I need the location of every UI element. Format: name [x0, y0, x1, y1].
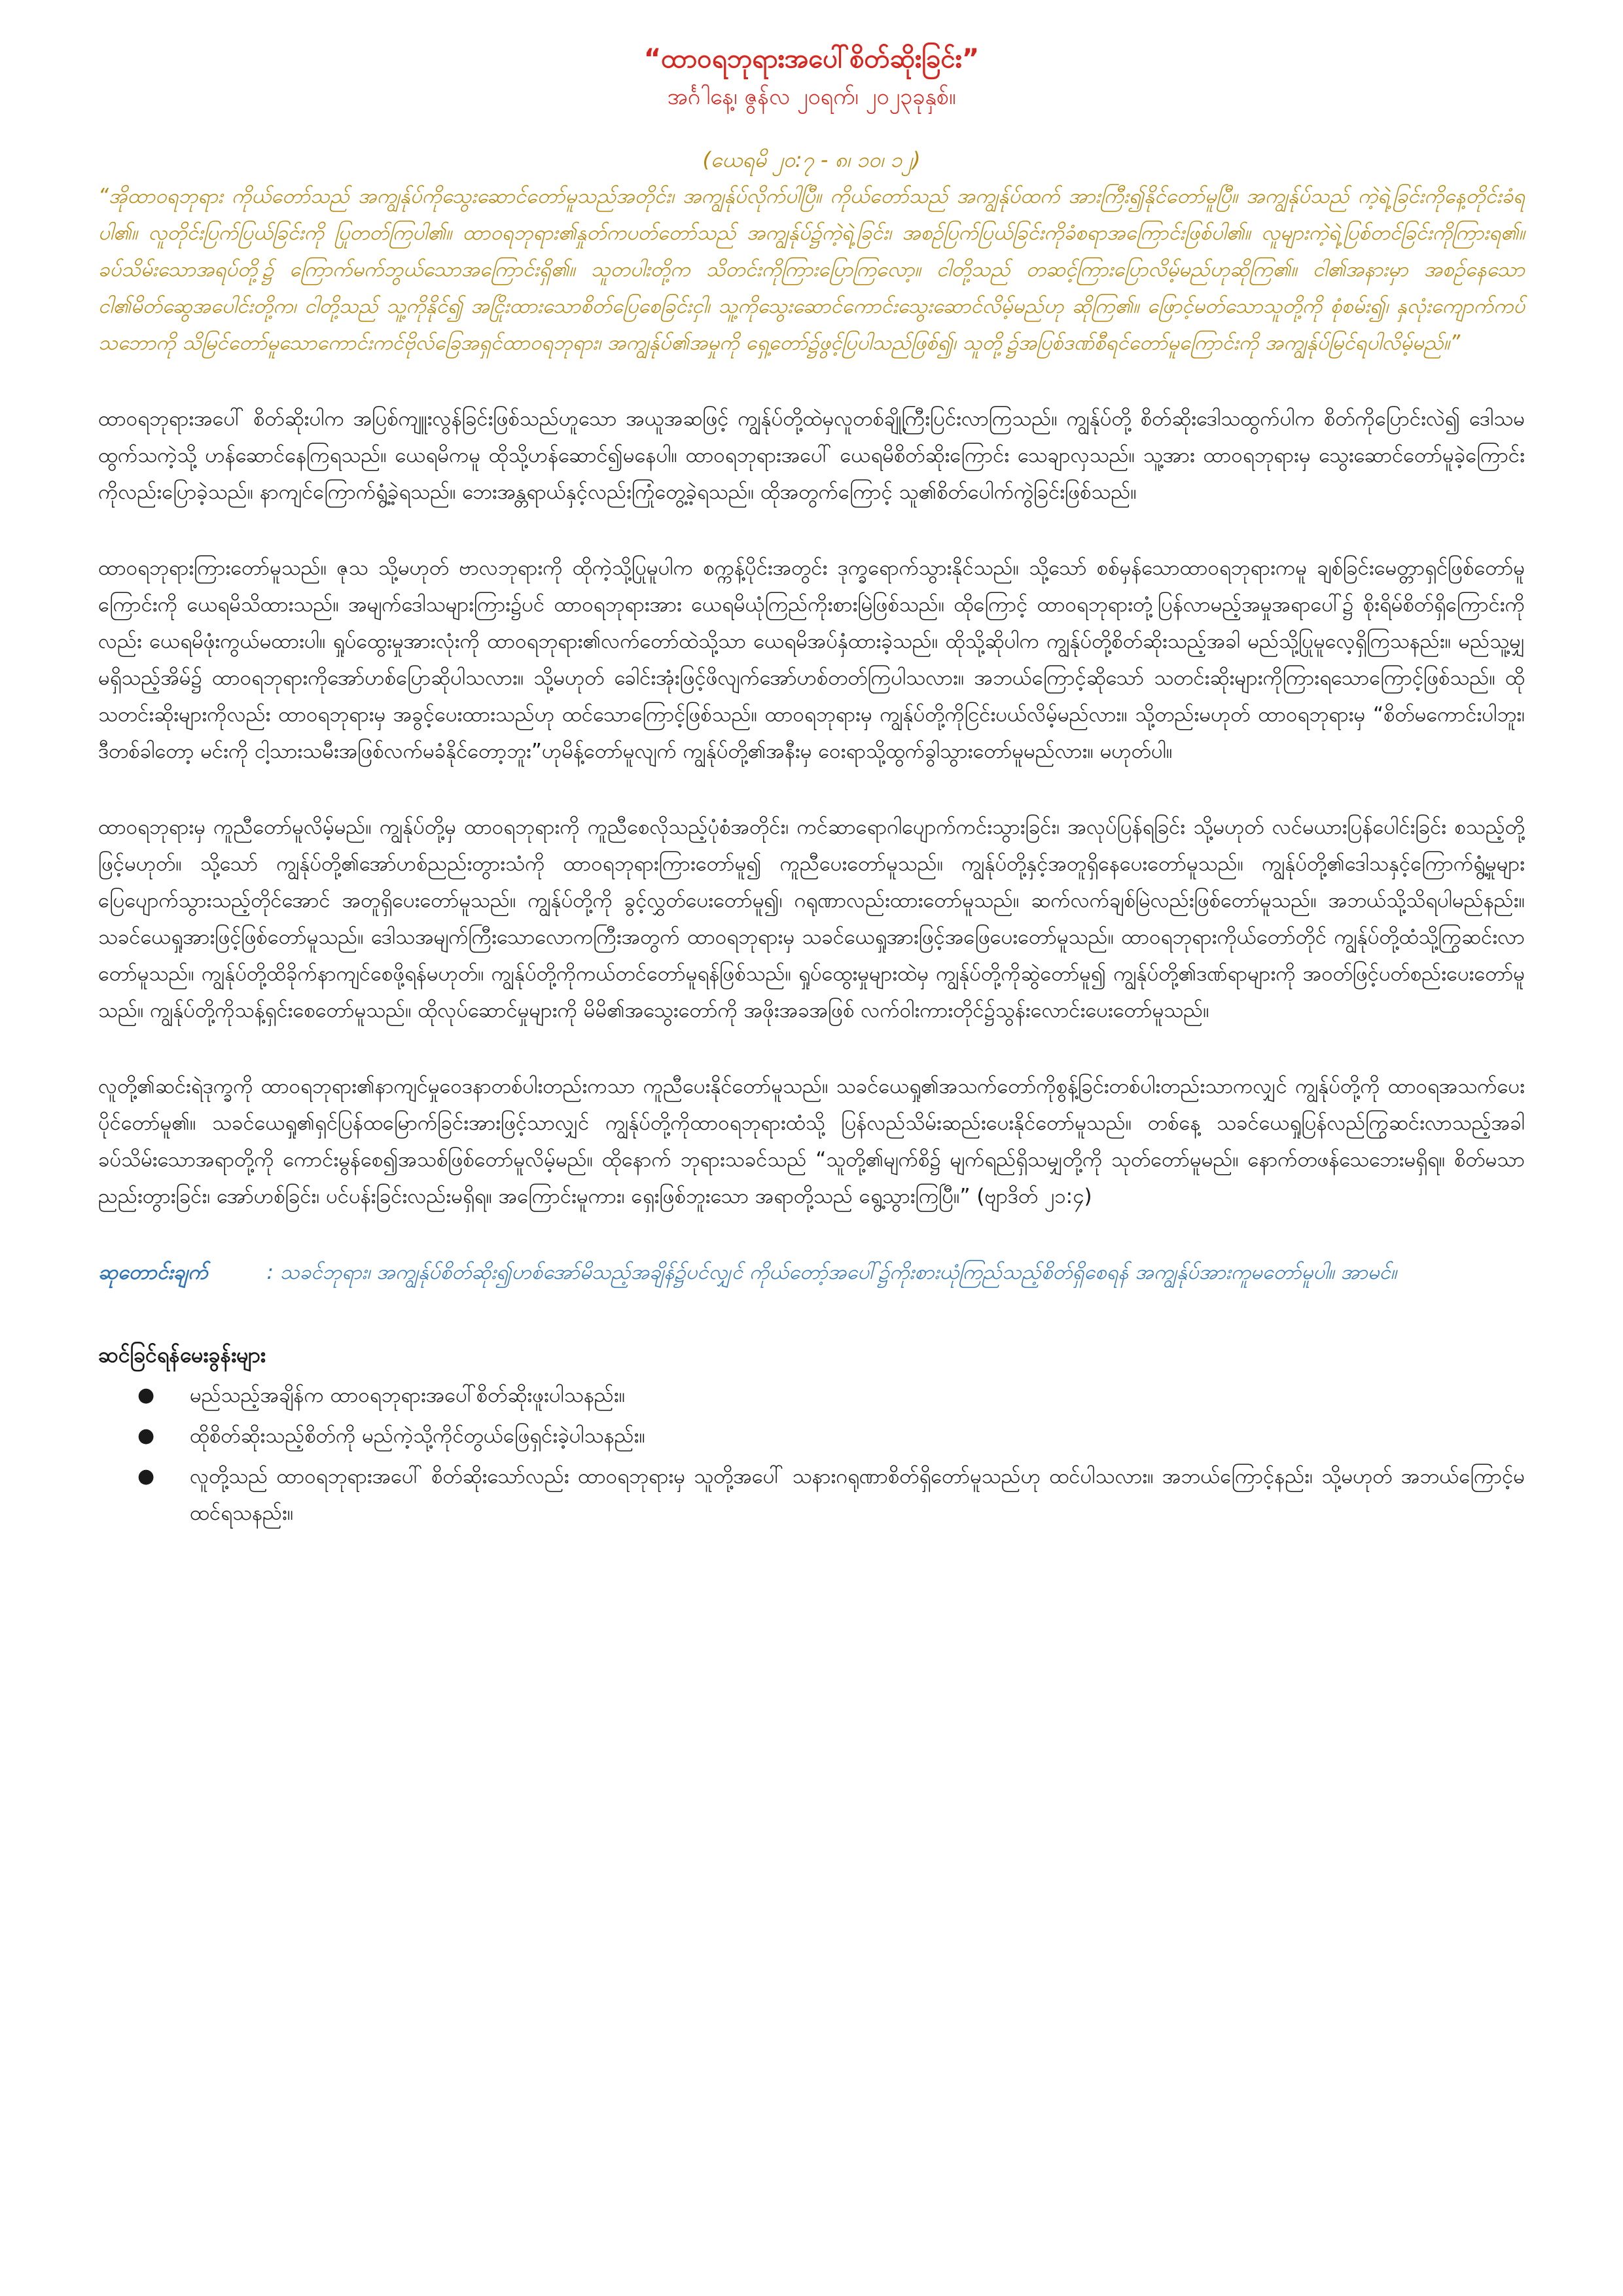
question-item [137, 1418, 1525, 1454]
question-item [137, 1377, 1525, 1414]
body-paragraph-4: လူတို့၏ဆင်းရဲဒုက္ခကို ထာဝရဘုရား၏နာကျင်မှုဝေဒနာတစ်ပါးတည်းကသာ ကူညီပေးနိုင်တော်မူသည်။ သခင်ယေရှု၏အသက်တော်ကိုစွန့်ခြင်းတစ်ပါးတည်းသာကလျှင် ကျွန်ုပ်တို့ကို ထာဝရအသက်ပေးပိုင်တော်မူ၏။ သခင်ယေရှု၏ရှင်ပြန်ထမြောက်ခြင်းအားဖြင့်သာလျှင် ကျွန်ုပ်တို့ကိုထာဝရဘုရားထံသို့ ပြန်လည်သိမ်းဆည်းပေးနိုင်တော်မူသည်။ တစ်နေ့ သခင်ယေရှုပြန်လည်ကြွဆင်းလာသည့်အခါ ခပ်သိမ်းသောအရာတို့ကို ကောင်းမွန်စေ၍အသစ်ဖြစ်တော်မူလိမ့်မည်။ ထိုနောက် ဘုရားသခင်သည် “သူတို့၏မျက်စိ၌ မျက်ရည်ရှိသမျှတို့ကို သုတ်တော်မူမည်။ နောက်တဖန်သေဘေးမရှိရ။ စိတ်မသာညည်းတွားခြင်း၊ အော်ဟစ်ခြင်း၊ ပင်ပန်းခြင်းလည်းမရှိရ။ အကြောင်းမူကား၊ ရှေးဖြစ်ဘူးသော အရာတို့သည် ရွေ့သွားကြပြီ။” (ဗျာဒိတ် ၂၁:၄) [98, 1075, 1525, 1208]
date-line: အင်္ဂါနေ့၊ ဇွန်လ ၂၀ရက်၊ ၂၀၂၃ခုနှစ်။ [667, 84, 956, 110]
body-paragraph-1: ထာဝရဘုရားအပေါ် စိတ်ဆိုးပါက အပြစ်ကျူးလွန်ခြင်းဖြစ်သည်ဟူသော အယူအဆဖြင့် ကျွန်ုပ်တို့ထဲမှလူတစ်ချို့ကြီးပြင်းလာကြသည်။ ကျွန်ုပ်တို့ စိတ်ဆိုးဒေါသထွက်ပါက စိတ်ကိုပြောင်းလဲ၍ ဒေါသမထွက်သကဲ့သို့ ဟန်ဆောင်နေကြရသည်။ ယေရမိကမူ ထိုသို့ဟန်ဆောင်၍မနေပါ။ ထာဝရဘုရားအပေါ် ယေရမိစိတ်ဆိုးကြောင်း သေချာလှသည်။ သူ့အား ထာဝရဘုရားမှ သွေးဆောင်တော်မူခဲ့ကြောင်းကိုလည်းပြောခဲ့သည်။ နာကျင်ကြောက်ရွံ့ခဲ့ရသည်။ ဘေးအန္တရာယ်နှင့်လည်းကြုံတွေ့ခဲ့ရသည်။ ထိုအတွက်ကြောင့် သူ၏စိတ်ပေါက်ကွဲခြင်းဖြစ်သည်။ [98, 407, 1525, 504]
bullet-icon: ● [137, 1465, 155, 1488]
question-item [137, 1458, 1525, 1532]
question-text: မည်သည့်အချိန်က ထာဝရဘုရားအပေါ်စိတ်ဆိုးဖူးပါသနည်း။ [190, 1384, 626, 1407]
prayer-block [98, 1254, 1525, 1291]
prayer-label: ဆုတောင်းချက် [98, 1261, 208, 1284]
body-paragraph-2: ထာဝရဘုရားကြားတော်မူသည်။ ဇုသ သို့မဟုတ် ဗာလဘုရားကို ထိုကဲ့သို့ပြုမူပါက စက္ကန့်ပိုင်းအတွင်း ဒုက္ခရောက်သွားနိုင်သည်။ သို့သော် စစ်မှန်သောထာဝရဘုရားကမူ ချစ်ခြင်းမေတ္တာရှင်ဖြစ်တော်မူကြောင်းကို ယေရမိသိထားသည်။ အမျက်ဒေါသများကြား၌ပင် ထာဝရဘုရားအား ယေရမိယုံကြည်ကိုးစားမြဲဖြစ်သည်။ ထိုကြောင့် ထာဝရဘုရားတုံ့ပြန်လာမည့်အမှုအရာပေါ်၌ စိုးရိမ်စိတ်ရှိကြောင်းကိုလည်း ယေရမိဖုံးကွယ်မထားပါ။ ရှုပ်ထွေးမှုအားလုံးကို ထာဝရဘုရား၏လက်တော်ထဲသို့သာ ယေရမိအပ်နှံထားခဲ့သည်။ ထိုသို့ဆိုပါက ကျွန်ုပ်တို့စိတ်ဆိုးသည့်အခါ မည်သို့ပြုမူလေ့ရှိကြသနည်း။ မည်သူ့မျှမရှိသည့်အိမ်၌ ထာဝရဘုရားကိုအော်ဟစ်ပြောဆိုပါသလား။ သို့မဟုတ် ခေါင်းအုံးဖြင့်ဖိလျက်အော်ဟစ်တတ်ကြပါသလား။ အဘယ်ကြောင့်ဆိုသော် သတင်းဆိုးများကိုကြားရသောကြောင့်ဖြစ်သည်။ ထိုသတင်းဆိုးများကိုလည်း ထာဝရဘုရားမှ အခွင့်ပေးထားသည်ဟု ထင်သောကြောင့်ဖြစ်သည်။ ထာဝရဘုရားမှ ကျွန်ုပ်တို့ကိုငြင်းပယ်လိမ့်မည်လား။ သို့တည်းမဟုတ် ထာဝရဘုရားမှ “စိတ်မကောင်းပါဘူး၊ ဒီတစ်ခါတော့ မင်းကို ငါ့သားသမီးအဖြစ်လက်မခံနိုင်တော့ဘူး”ဟုမိန့်တော်မူလျက် ကျွန်ုပ်တို့၏အနီးမှ ဝေးရာသို့ထွက်ခွါသွားတော်မူမည်လား။ မဟုတ်ပါ။ [98, 556, 1525, 763]
scripture-reference: (ယေရမိ ၂၀:၇ - ၈၊ ၁၀၊ ၁၂) [702, 147, 921, 172]
question-text: လူတို့သည် ထာဝရဘုရားအပေါ် စိတ်ဆိုးသော်လည်း ထာဝရဘုရားမှ သူတို့အပေါ် သနားဂရုဏာစိတ်ရှိတော်မူသည်ဟု ထင်ပါသလား။ အဘယ်ကြောင့်နည်း၊ သို့မဟုတ် အဘယ်ကြောင့်မထင်ရသနည်း။ [190, 1465, 1525, 1525]
question-text: ထိုစိတ်ဆိုးသည့်စိတ်ကို မည်ကဲ့သို့ကိုင်တွယ်ဖြေရှင်းခဲ့ပါသနည်း။ [190, 1424, 645, 1448]
devotional-page [98, 39, 1525, 1535]
questions-list [98, 1377, 1525, 1532]
questions-heading: ဆင်ခြင်ရန်မေးခွန်းများ [98, 1342, 266, 1367]
bullet-icon: ● [137, 1424, 155, 1447]
body-paragraph-3: ထာဝရဘုရားမှ ကူညီတော်မူလိမ့်မည်။ ကျွန်ုပ်တို့မှ ထာဝရဘုရားကို ကူညီစေလိုသည့်ပုံစံအတိုင်း၊ ကင်ဆာရောဂါပျောက်ကင်းသွားခြင်း၊ အလုပ်ပြန်ရခြင်း သို့မဟုတ် လင်မယားပြန်ပေါင်းခြင်း စသည့်တို့ဖြင့်မဟုတ်။ သို့သော် ကျွန်ုပ်တို့၏အော်ဟစ်ညည်းတွားသံကို ထာဝရဘုရားကြားတော်မူ၍ ကူညီပေးတော်မူသည်။ ကျွန်ုပ်တို့နှင့်အတူရှိနေပေးတော်မူသည်။ ကျွန်ုပ်တို့၏ဒေါသနှင့်ကြောက်ရွံ့မှုများပြေပျောက်သွားသည့်တိုင်အောင် အတူရှိပေးတော်မူသည်။ ကျွန်ုပ်တို့ကို ခွင့်လွှတ်ပေးတော်မူ၍၊ ဂရုဏာလည်းထားတော်မူသည်။ ဆက်လက်ချစ်မြဲလည်းဖြစ်တော်မူသည်။ အဘယ်သို့သိရပါမည်နည်း။ သခင်ယေရှုအားဖြင့်ဖြစ်တော်မူသည်။ ဒေါသအမျက်ကြီးသောလောကကြီးအတွက် ထာဝရဘုရားမှ သခင်ယေရှုအားဖြင့်အဖြေပေးတော်မူသည်။ ထာဝရဘုရားကိုယ်တော်တိုင် ကျွန်ုပ်တို့ထံသို့ကြွဆင်းလာတော်မူသည်။ ကျွန်ုပ်တို့ထိခိုက်နာကျင်စေဖို့ရန်မဟုတ်။ ကျွန်ုပ်တို့ကိုကယ်တင်တော်မူရန်ဖြစ်သည်။ ရှုပ်ထွေးမှုများထဲမှ ကျွန်ုပ်တို့ကိုဆွဲတော်မူ၍ ကျွန်ုပ်တို့၏ဒဏ်ရာများကို အဝတ်ဖြင့်ပတ်စည်းပေးတော်မူသည်။ ကျွန်ုပ်တို့ကိုသန့်ရှင်းစေတော်မူသည်။ ထိုလုပ်ဆောင်မှုများကို မိမိ၏အသွေးတော်ကို အဖိုးအခအဖြစ် လက်ဝါးကားတိုင်၌သွန်းလောင်းပေးတော်မူသည်။ [98, 816, 1525, 1022]
bullet-icon: ● [137, 1384, 155, 1407]
page-title: “ထာဝရဘုရားအပေါ်စိတ်ဆိုးခြင်း” [643, 44, 980, 74]
scripture-text: “အိုထာဝရဘုရား ကိုယ်တော်သည် အကျွန်ုပ်ကိုသွေးဆောင်တော်မူသည်အတိုင်း၊ အကျွန်ုပ်လိုက်ပါပြီ။ ကိုယ်တော်သည် အကျွန်ုပ်ထက် အားကြီး၍နိုင်တော်မူပြီ။ အကျွန်ုပ်သည် ကဲ့ရဲ့ခြင်းကိုနေ့တိုင်းခံရပါ၏။ လူတိုင်းပြက်ပြယ်ခြင်းကို ပြုတတ်ကြပါ၏။ ထာဝရဘုရား၏နှုတ်ကပတ်တော်သည် အကျွန်ုပ်၌ကဲ့ရဲ့ခြင်း၊ အစဉ်ပြက်ပြယ်ခြင်းကိုခံစရာအကြောင်းဖြစ်ပါ၏။ လူများကဲ့ရဲ့ပြစ်တင်ခြင်းကိုကြားရ၏။ ခပ်သိမ်းသောအရပ်တို့၌ ကြောက်မက်ဘွယ်သောအကြောင်းရှိ၏။ သူတပါးတို့က သိတင်းကိုကြားပြောကြလော့။ ငါတို့သည် တဆင့်ကြားပြောလိမ့်မည်ဟုဆိုကြ၏။ ငါ၏အနားမှာ အစဉ်နေသောငါ၏မိတ်ဆွေအပေါင်းတို့က၊ ငါတို့သည် သူ့ကိုနိုင်၍ အငြိုးထားသောစိတ်ပြေစေခြင်းငှါ၊ သူ့ကိုသွေးဆောင်ကောင်းသွေးဆောင်လိမ့်မည်ဟု ဆိုကြ၏။ ဖြောင့်မတ်သောသူတို့ကို စုံစမ်း၍၊ နှလုံးကျောက်ကပ်သဘောကို သိမြင်တော်မူသောကောင်းကင်ဗိုလ်ခြေအရှင်ထာဝရဘုရား၊ အကျွန်ုပ်၏အမှုကို ရှေ့တော်၌ဖွင့်ပြပါသည်ဖြစ်၍၊ သူတို့၌အပြစ်ဒဏ်စီရင်တော်မူကြောင်းကို အကျွန်ုပ်မြင်ရပါလိမ့်မည်။” [98, 185, 1525, 355]
prayer-text: : သခင်ဘုရား၊ အကျွန်ုပ်စိတ်ဆိုး၍ဟစ်အော်မိသည့်အချိန်၌ပင်လျှင် ကိုယ်တော့်အပေါ်၌ကိုးစားယုံကြည်သည့်စိတ်ရှိစေရန် အကျွန်ုပ်အားကူမတော်မူပါ။ အာမင်။ [266, 1261, 1397, 1284]
